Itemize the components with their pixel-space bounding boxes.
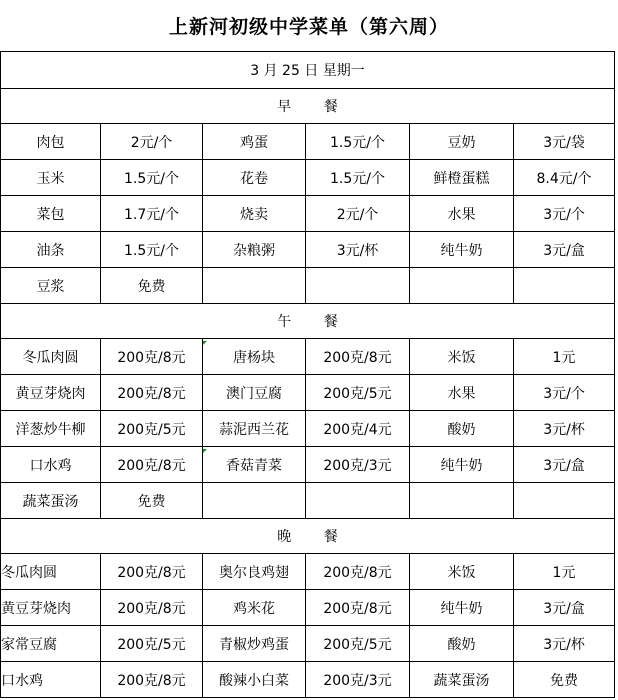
item-name-cell: 豆奶 — [410, 124, 514, 160]
item-price-cell — [514, 268, 615, 304]
item-price-cell: 200克/5元 — [101, 626, 203, 662]
item-name-cell: 蒜泥西兰花 — [203, 411, 306, 447]
item-name-cell: 鸡蛋 — [203, 124, 306, 160]
item-name-cell: 黄豆芽烧肉 — [1, 590, 101, 626]
item-price-cell: 200克/3元 — [306, 447, 410, 483]
item-price-cell — [514, 483, 615, 519]
item-price-cell — [306, 268, 410, 304]
table-row — [1, 483, 615, 519]
table-row — [1, 662, 615, 698]
item-name-cell — [410, 483, 514, 519]
item-price-cell — [306, 483, 410, 519]
item-name-cell: 酸辣小白菜 — [203, 662, 306, 698]
table-row — [1, 626, 615, 662]
table-row — [1, 339, 615, 375]
item-price-cell: 200克/8元 — [101, 339, 203, 375]
date-header: 3 月 25 日 星期一 — [1, 52, 615, 89]
item-price-cell: 200克/5元 — [101, 411, 203, 447]
table-row — [1, 375, 615, 411]
item-price-cell: 免费 — [514, 662, 615, 698]
item-price-cell: 200克/8元 — [101, 662, 203, 698]
item-name-cell: 米饭 — [410, 339, 514, 375]
item-price-cell: 免费 — [101, 268, 203, 304]
item-name-cell: 冬瓜肉圆 — [1, 554, 101, 590]
item-price-cell: 3元/袋 — [514, 124, 615, 160]
item-name-cell — [203, 268, 306, 304]
page-title: 上新河初级中学菜单（第六周） — [168, 15, 449, 38]
item-name-cell: 玉米 — [1, 160, 101, 196]
menu-table — [0, 51, 615, 698]
item-price-cell: 1.7元/个 — [101, 196, 203, 232]
item-price-cell: 1元 — [514, 554, 615, 590]
item-price-cell: 200克/8元 — [101, 554, 203, 590]
item-price-cell: 3元/个 — [514, 375, 615, 411]
item-price-cell: 3元/盒 — [514, 232, 615, 268]
table-row — [1, 447, 615, 483]
item-name-cell: 口水鸡 — [1, 662, 101, 698]
item-name-cell: 蔬菜蛋汤 — [410, 662, 514, 698]
item-name-cell: 水果 — [410, 196, 514, 232]
item-name-cell: 冬瓜肉圆 — [1, 339, 101, 375]
table-row — [1, 160, 615, 196]
item-name-cell: 蔬菜蛋汤 — [1, 483, 101, 519]
table-row — [1, 554, 615, 590]
lunch-section-header: 午 餐 — [1, 304, 615, 339]
item-price-cell: 200克/8元 — [101, 375, 203, 411]
item-price-cell: 200克/8元 — [306, 590, 410, 626]
item-name-cell: 豆浆 — [1, 268, 101, 304]
item-name-cell: 唐杨块 — [203, 339, 306, 375]
item-name-cell: 青椒炒鸡蛋 — [203, 626, 306, 662]
item-name-cell: 花卷 — [203, 160, 306, 196]
item-price-cell: 1元 — [514, 339, 615, 375]
item-name-cell: 家常豆腐 — [1, 626, 101, 662]
item-price-cell: 200克/5元 — [306, 626, 410, 662]
table-row — [1, 232, 615, 268]
item-name-cell: 酸奶 — [410, 626, 514, 662]
item-name-cell: 口水鸡 — [1, 447, 101, 483]
item-price-cell: 2元/个 — [101, 124, 203, 160]
item-name-cell: 黄豆芽烧肉 — [1, 375, 101, 411]
item-price-cell: 2元/个 — [306, 196, 410, 232]
item-price-cell: 200克/5元 — [306, 375, 410, 411]
item-price-cell: 200克/3元 — [306, 662, 410, 698]
item-price-cell: 3元/盒 — [514, 590, 615, 626]
table-row — [1, 590, 615, 626]
item-price-cell: 3元/杯 — [514, 626, 615, 662]
item-name-cell: 烧卖 — [203, 196, 306, 232]
item-name-cell: 鸡米花 — [203, 590, 306, 626]
item-price-cell: 1.5元/个 — [306, 124, 410, 160]
table-row — [1, 268, 615, 304]
item-name-cell: 纯牛奶 — [410, 590, 514, 626]
cell-comment-marker — [203, 449, 207, 453]
table-row — [1, 124, 615, 160]
item-price-cell: 1.5元/个 — [306, 160, 410, 196]
item-price-cell: 200克/8元 — [101, 447, 203, 483]
item-name-cell: 肉包 — [1, 124, 101, 160]
item-price-cell: 3元/杯 — [306, 232, 410, 268]
item-name-cell — [203, 483, 306, 519]
item-name-cell: 鲜橙蛋糕 — [410, 160, 514, 196]
breakfast-section-header: 早 餐 — [1, 89, 615, 124]
item-name-cell — [410, 268, 514, 304]
item-name-cell: 水果 — [410, 375, 514, 411]
dinner-section-header: 晚 餐 — [1, 519, 615, 554]
item-name-cell: 米饭 — [410, 554, 514, 590]
item-name-cell: 杂粮粥 — [203, 232, 306, 268]
item-name-cell: 酸奶 — [410, 411, 514, 447]
item-price-cell: 200克/8元 — [306, 339, 410, 375]
item-price-cell: 1.5元/个 — [101, 160, 203, 196]
item-price-cell: 3元/盒 — [514, 447, 615, 483]
item-name-cell: 洋葱炒牛柳 — [1, 411, 101, 447]
item-price-cell: 3元/个 — [514, 196, 615, 232]
item-name-cell: 香菇青菜 — [203, 447, 306, 483]
table-row — [1, 196, 615, 232]
item-name-cell: 纯牛奶 — [410, 232, 514, 268]
table-row — [1, 411, 615, 447]
item-name-cell: 奥尔良鸡翅 — [203, 554, 306, 590]
item-price-cell: 200克/8元 — [101, 590, 203, 626]
item-name-cell: 菜包 — [1, 196, 101, 232]
item-price-cell: 200克/8元 — [306, 554, 410, 590]
item-price-cell: 3元/杯 — [514, 411, 615, 447]
item-price-cell: 8.4元/个 — [514, 160, 615, 196]
item-price-cell: 1.5元/个 — [101, 232, 203, 268]
item-price-cell: 免费 — [101, 483, 203, 519]
item-name-cell: 油条 — [1, 232, 101, 268]
item-name-cell: 纯牛奶 — [410, 447, 514, 483]
cell-comment-marker — [203, 341, 207, 345]
item-name-cell: 澳门豆腐 — [203, 375, 306, 411]
item-price-cell: 200克/4元 — [306, 411, 410, 447]
